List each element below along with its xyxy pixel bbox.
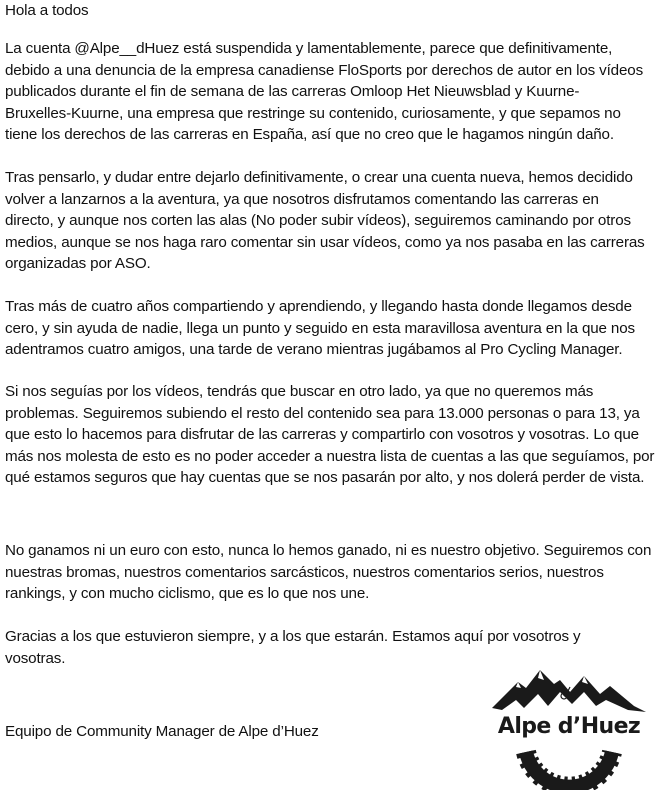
paragraph-videos: Si nos seguías por los vídeos, tendrás que buscar en otro lado, ya que no queremos más problemas. Seguiremos subiendo el resto del contenido sea para 13.000 personas o para 13, ya que esto lo hacemos para disfrutar de las carreras y compartirlo con vosotros y vosotras. Lo que más nos molesta de esto es no poder acceder a nuestra lista de cuentas a las que seguíamos, por qué estamos seguros que hay cuentas que se nos pasarán por alto, y nos dolerá perder de vista.	[5, 383, 655, 486]
paragraph-thanks: Gracias a los que estuvieron siempre, y a los que estarán. Estamos aquí por vosotros y vosotras.	[5, 628, 581, 667]
signature: Equipo de Community Manager de Alpe d’Huez	[5, 723, 319, 740]
greeting: Hola a todos	[5, 2, 89, 19]
logo-title: Alpe d’Huez	[497, 714, 641, 739]
logo-subtitle: Blog & Twitter	[552, 733, 608, 764]
paragraph-suspension: La cuenta @Alpe__dHuez está suspendida y lamentablemente, parece que definitivamente, debido a una denuncia de la empresa canadiense FloSports por derechos de autor en los vídeos publicados durante el fin de semana de las carreras Omloop Het Nieuwsblad y Kuurne-Bruxelles-Kuurne, una empresa que restringe su contenido, curiosamente, y que sepamos no tiene los derechos de las carreras en España, así que no creo que le hagamos ningún daño.	[5, 40, 644, 143]
alpe-dhuez-logo	[488, 666, 650, 790]
paragraph-decision: Tras pensarlo, y dudar entre dejarlo definitivamente, o crear una cuenta nueva, hemos decidido volver a lanzarnos a la aventura, ya que nosotros disfrutamos comentando las carreras en directo, y aunque nos corten las alas (No poder subir vídeos), seguiremos caminando por otros medios, aunque se nos haga raro comentar sin usar vídeos, como ya nos pasaba en las carreras organizadas por ASO.	[5, 169, 645, 272]
paragraph-history: Tras más de cuatro años compartiendo y aprendiendo, y llegando hasta donde llegamos desde cero, y sin ayuda de nadie, llega un punto y seguido en esta maravillosa aventura en la que nos adentramos cuatro amigos, una tarde de verano mientras jugábamos al Pro Cycling Manager.	[5, 298, 635, 358]
paragraph-no-profit: No ganamos ni un euro con esto, nunca lo hemos ganado, ni es nuestro objetivo. Seguiremos con nuestras bromas, nuestros comentarios sarcásticos, nuestros comentarios serios, nuestros rankings, y con mucho ciclismo, que es lo que nos une.	[5, 542, 652, 602]
